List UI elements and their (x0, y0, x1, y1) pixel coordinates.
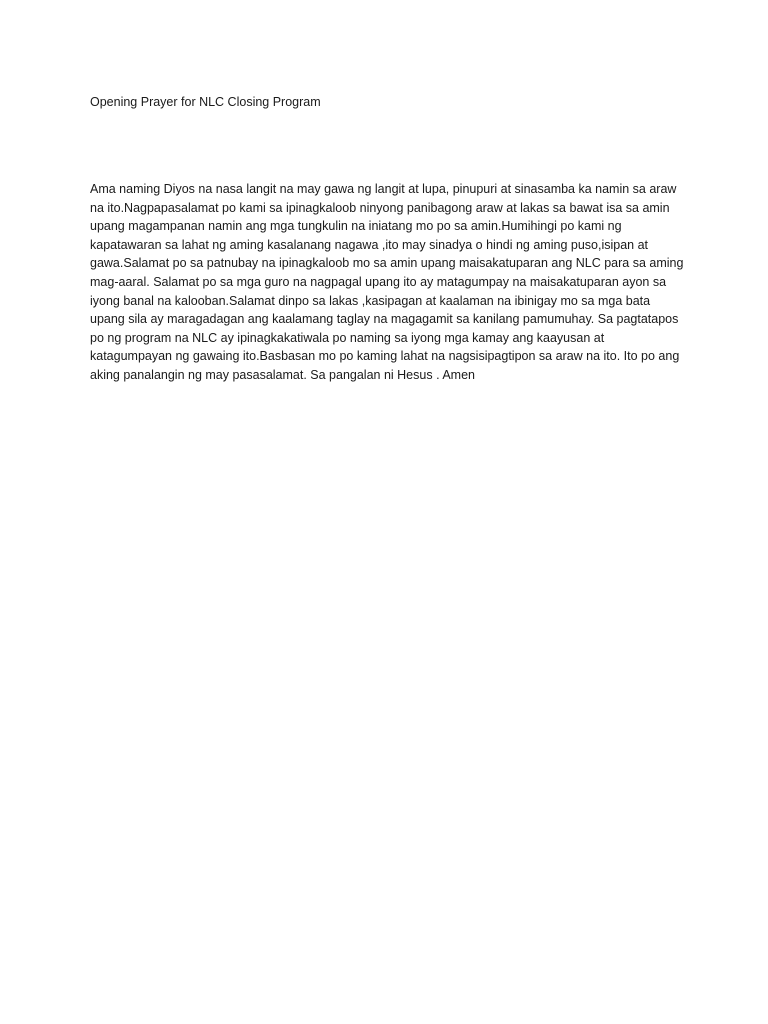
document-title: Opening Prayer for NLC Closing Program (90, 95, 321, 109)
document-body: Ama naming Diyos na nasa langit na may gawa ng langit at lupa, pinupuri at sinasamba ka namin sa araw na ito.Nagpapasalamat po kami sa ipinagkaloob ninyong panibagong araw at lakas sa bawat isa sa amin upang magampanan namin ang mga tungkulin na iniatang mo po sa amin.Humihingi po kami ng kapatawaran sa lahat ng aming kasalanang nagawa ,ito may sinadya o hindi ng aming puso,isipan at gawa.Salamat po sa patnubay na ipinagkaloob mo sa amin upang maisakatuparan ang NLC para sa aming mag-aaral. Salamat po sa mga guro na nagpagal upang ito ay matagumpay na maisakatuparan ayon sa iyong banal na kalooban.Salamat dinpo sa lakas ,kasipagan at kaalaman na ibinigay mo sa mga bata upang sila ay maragadagan ang kaalamang taglay na magagamit sa kanilang pamumuhay. Sa pagtatapos po ng program na NLC ay ipinagkakatiwala po naming sa iyong mga kamay ang kaayusan at katagumpayan ng gawaing ito.Basbasan mo po kaming lahat na nagsisipagtipon sa araw na ito. Ito po ang aking panalangin ng may pasasalamat. Sa pangalan ni Hesus . Amen (90, 182, 684, 382)
